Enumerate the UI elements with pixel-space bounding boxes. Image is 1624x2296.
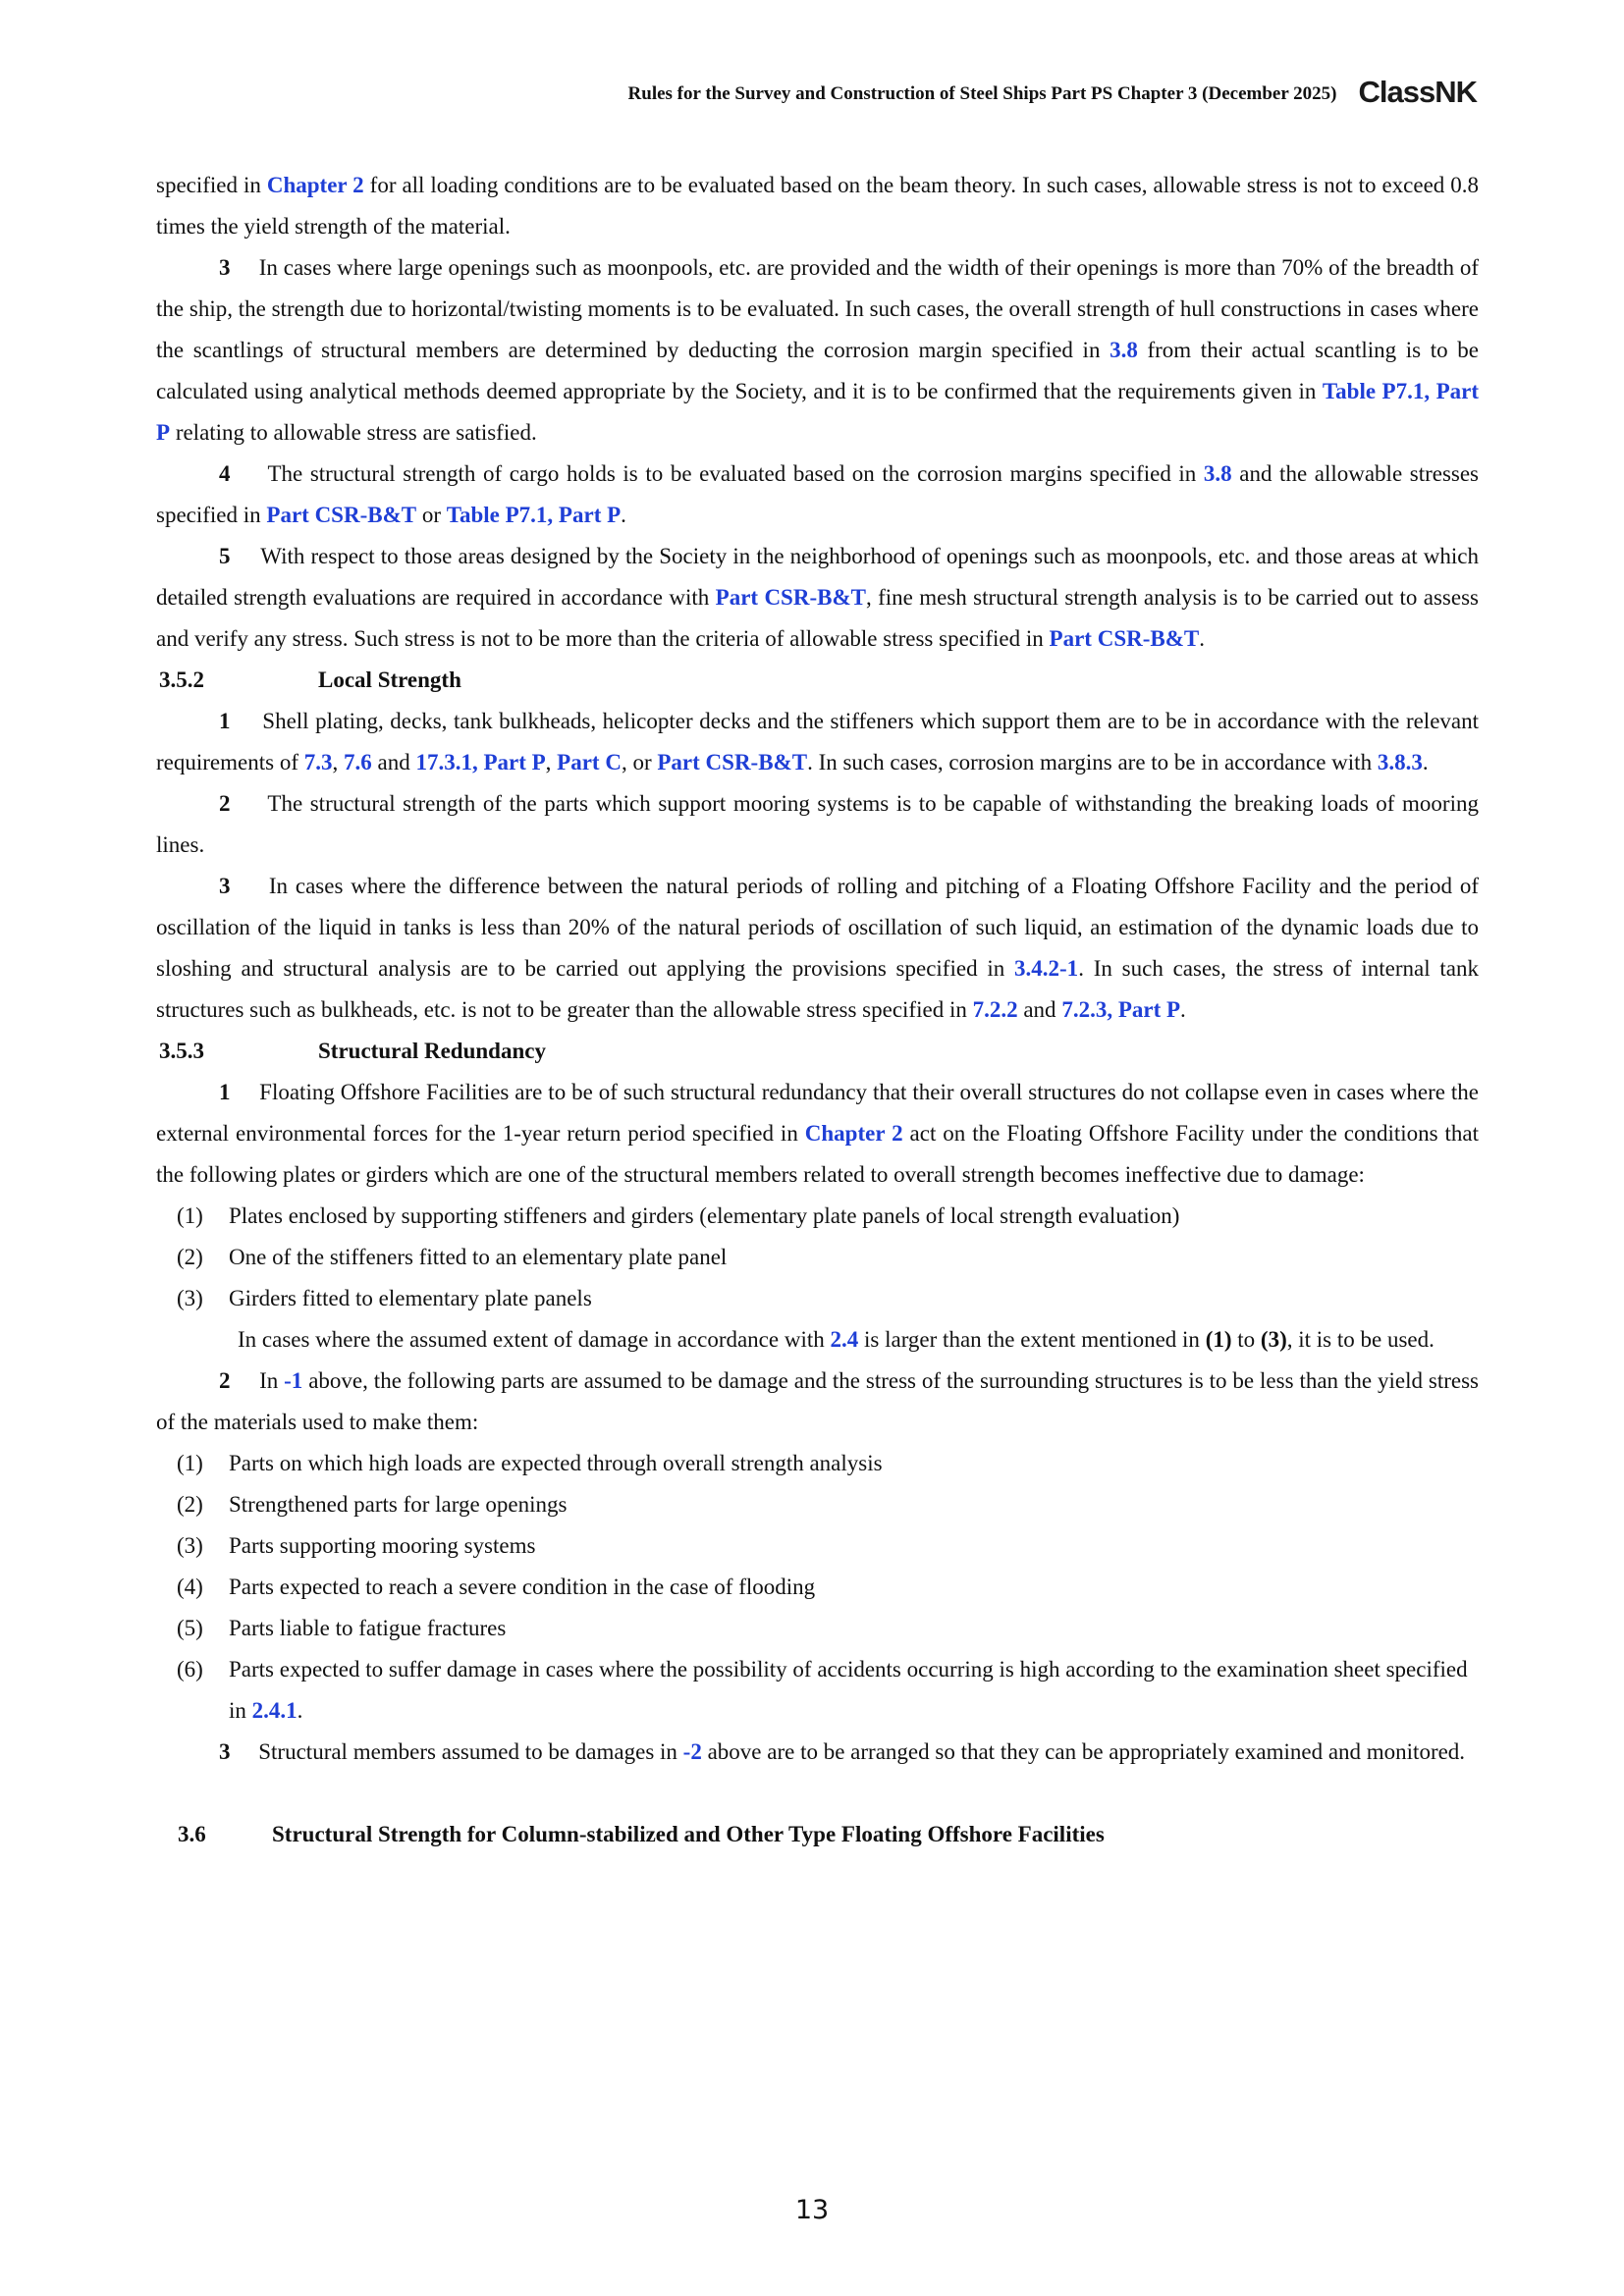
- section-heading-3-5-2: [156, 660, 1479, 701]
- section-heading-3-5-3: [156, 1031, 1479, 1072]
- classnk-logo: ClassNK: [1358, 75, 1477, 109]
- link-7-3[interactable]: 7.3: [303, 750, 333, 774]
- list-label: (4): [177, 1575, 203, 1599]
- section-number: 3.6: [178, 1822, 206, 1846]
- spacer: [156, 1773, 1479, 1814]
- list-text: Plates enclosed by supporting stiffeners and girders (elementary plate panels of local strength evaluation): [229, 1203, 1180, 1228]
- link-minus-2[interactable]: -2: [682, 1739, 702, 1764]
- paragraph-5: 5 With respect to those areas designed by the Society in the neighborhood of openings such as moonpools, etc. and those areas at which detailed strength evaluations are required in accordance with Part CSR-B&T, fine mesh structural strength analysis is to be carried out to assess and verify any stress. Such stress is not to be more than the criteria of allowable stress specified in Part CSR-B&T.: [156, 544, 1480, 651]
- paragraph-number: 3: [219, 255, 231, 280]
- section-heading-3-6: [156, 1814, 1479, 1855]
- link-minus-1[interactable]: -1: [284, 1368, 303, 1393]
- link-17-3-1-part-p[interactable]: 17.3.1, Part P: [415, 750, 546, 774]
- link-part-csr-bt[interactable]: Part CSR-B&T: [657, 750, 808, 774]
- list-label: (6): [177, 1657, 203, 1682]
- link-3-4-2-1[interactable]: 3.4.2-1: [1014, 956, 1079, 981]
- link-3-8-3[interactable]: 3.8.3: [1377, 750, 1423, 774]
- paragraph-number: 1: [219, 709, 231, 733]
- paragraph-number: 5: [219, 544, 231, 568]
- link-3-8[interactable]: 3.8: [1203, 461, 1232, 486]
- list-label: (2): [177, 1492, 203, 1517]
- list-item: [156, 1196, 1479, 1237]
- paragraph-number: 4: [219, 461, 231, 486]
- paragraph-3: 3 In cases where large openings such as moonpools, etc. are provided and the width of their openings is more than 70% of the breadth of the ship, the strength due to horizontal/twisting moments is to be evaluated. In such cases, the overall strength of hull constructions in cases where the scantlings of structural members are determined by deducting the corrosion margin specified in 3.8 from their actual scantling is to be calculated using analytical methods deemed appropriate by the Society, and it is to be confirmed that the requirements given in Table P7.1, Part P relating to allowable stress are satisfied.: [156, 255, 1479, 445]
- link-chapter-2[interactable]: Chapter 2: [266, 173, 364, 197]
- section-number: 3.5.3: [159, 1039, 204, 1063]
- link-7-2-2[interactable]: 7.2.2: [972, 997, 1018, 1022]
- section-title: Local Strength: [318, 667, 461, 692]
- list-text: Strengthened parts for large openings: [229, 1492, 568, 1517]
- link-part-csr-bt[interactable]: Part CSR-B&T: [266, 503, 417, 527]
- section-number: 3.5.2: [159, 667, 204, 692]
- paragraph-3-5-3-2: 2 In -1 above, the following parts are assumed to be damage and the stress of the surrounding structures is to be less than the yield stress of the materials used to make them:: [156, 1368, 1479, 1434]
- list-item: (6) Parts expected to suffer damage in cases where the possibility of accidents occurring is high according to the examination sheet specified in 2.4.1.: [156, 1649, 1479, 1732]
- list-item: [156, 1443, 1479, 1484]
- link-chapter-2[interactable]: Chapter 2: [804, 1121, 903, 1146]
- list-label: (1): [177, 1203, 203, 1228]
- paragraph-3-5-2-1: 1 Shell plating, decks, tank bulkheads, helicopter decks and the stiffeners which support them are to be in accordance with the relevant requirements of 7.3, 7.6 and 17.3.1, Part P, Part C, or Part CSR-B&T. In such cases, corrosion margins are to be in accordance with 3.8.3.: [156, 709, 1480, 774]
- list-label: (1): [177, 1451, 203, 1475]
- list-label: (3): [177, 1286, 203, 1310]
- paragraph-number: 2: [219, 791, 231, 816]
- list-label: (5): [177, 1616, 203, 1640]
- paragraph-number: 2: [219, 1368, 231, 1393]
- list-item: [156, 1237, 1479, 1278]
- list-label: (3): [177, 1533, 203, 1558]
- link-2-4-1[interactable]: 2.4.1: [251, 1698, 298, 1723]
- link-3-8[interactable]: 3.8: [1110, 338, 1138, 362]
- list-item: [156, 1525, 1479, 1567]
- list-text: Parts supporting mooring systems: [229, 1533, 536, 1558]
- list-text: Parts expected to reach a severe condition in the case of flooding: [229, 1575, 816, 1599]
- list-item: [156, 1567, 1479, 1608]
- link-7-2-3-part-p[interactable]: 7.2.3, Part P: [1061, 997, 1181, 1022]
- paragraph-number: 3: [219, 874, 231, 898]
- link-2-4[interactable]: 2.4: [830, 1327, 859, 1352]
- list-item: [156, 1608, 1479, 1649]
- paragraph-3-5-2-3: 3 In cases where the difference between the natural periods of rolling and pitching of a Floating Offshore Facility and the period of oscillation of the liquid in tanks is less than 20% of the natural periods of oscillation of such liquid, an estimation of the dynamic loads due to sloshing and structural analysis are to be carried out applying the provisions specified in 3.4.2-1. In such cases, the stress of internal tank structures such as bulkheads, etc. is not to be greater than the allowable stress specified in 7.2.2 and 7.2.3, Part P.: [156, 874, 1480, 1022]
- paragraph-3-5-2-2: 2 The structural strength of the parts which support mooring systems is to be capable of withstanding the breaking loads of mooring lines.: [156, 791, 1479, 857]
- list-item: [156, 1278, 1479, 1319]
- link-table-p7-1[interactable]: Table P7.1, Part P: [156, 379, 1479, 445]
- list-item: [156, 1484, 1479, 1525]
- link-7-6[interactable]: 7.6: [343, 750, 372, 774]
- page-number: 13: [794, 2195, 830, 2225]
- paragraph-4: 4 The structural strength of cargo holds is to be evaluated based on the corrosion margins specified in 3.8 and the allowable stresses specified in Part CSR-B&T or Table P7.1, Part P.: [156, 461, 1480, 527]
- list-note: In cases where the assumed extent of damage in accordance with 2.4 is larger than the extent mentioned in (1) to (3), it is to be used.: [238, 1327, 1435, 1352]
- paragraph-number: 3: [219, 1739, 231, 1764]
- page-header: [0, 75, 1477, 110]
- link-table-p7-1[interactable]: Table P7.1, Part P: [446, 503, 622, 527]
- link-part-c[interactable]: Part C: [557, 750, 622, 774]
- list-text: One of the stiffeners fitted to an elementary plate panel: [229, 1245, 728, 1269]
- header-title: Rules for the Survey and Construction of Steel Ships Part PS Chapter 3 (December 2025): [627, 83, 1337, 104]
- list-text: Parts on which high loads are expected through overall strength analysis: [229, 1451, 883, 1475]
- paragraph-intro: specified in Chapter 2 for all loading conditions are to be evaluated based on the beam theory. In such cases, allowable stress is not to exceed 0.8 times the yield strength of the material.: [156, 173, 1480, 239]
- list-label: (2): [177, 1245, 203, 1269]
- link-part-csr-bt[interactable]: Part CSR-B&T: [1049, 626, 1200, 651]
- list-text: Girders fitted to elementary plate panels: [229, 1286, 592, 1310]
- paragraph-3-5-3-1: 1 Floating Offshore Facilities are to be of such structural redundancy that their overall structures do not collapse even in cases where the external environmental forces for the 1-year return period specified in Chapter 2 act on the Floating Offshore Facility under the conditions that the following plates or girders which are one of the structural members related to overall strength becomes ineffective due to damage:: [156, 1080, 1480, 1187]
- section-title: Structural Strength for Column-stabilized and Other Type Floating Offshore Facilities: [272, 1822, 1105, 1846]
- paragraph-3-5-3-3: 3 Structural members assumed to be damages in -2 above are to be arranged so that they can be appropriately examined and monitored.: [219, 1739, 1466, 1764]
- list-text: Parts liable to fatigue fractures: [229, 1616, 507, 1640]
- document-body: [156, 165, 1479, 1855]
- section-title: Structural Redundancy: [318, 1039, 546, 1063]
- link-part-csr-bt[interactable]: Part CSR-B&T: [715, 585, 866, 610]
- paragraph-number: 1: [219, 1080, 231, 1104]
